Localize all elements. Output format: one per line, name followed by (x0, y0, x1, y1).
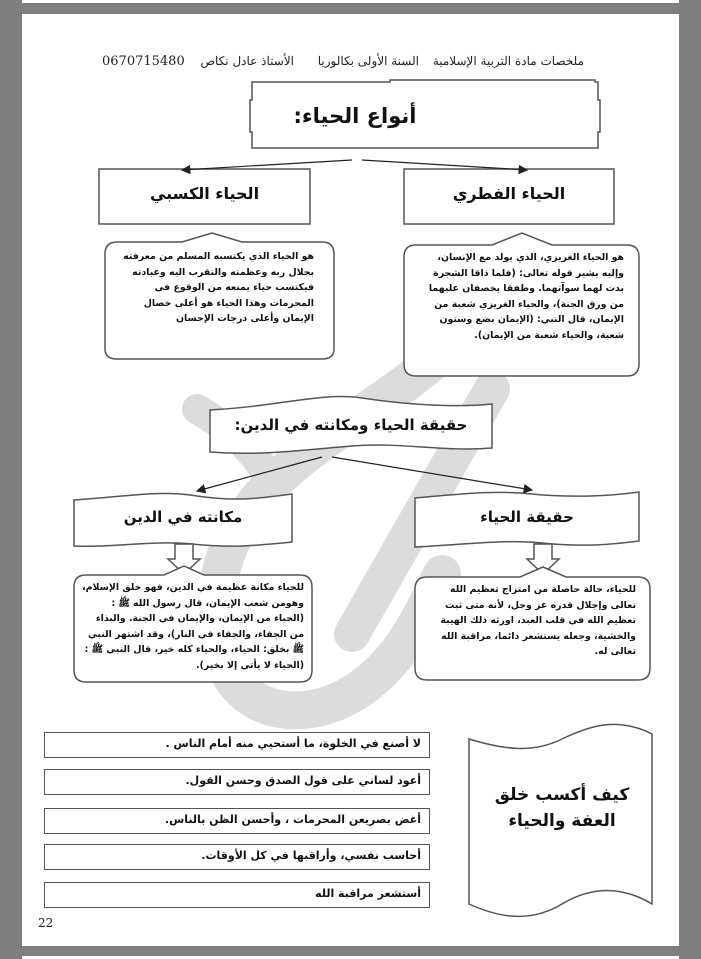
acquired-modesty-heading: الحياء الكسبي (149, 184, 260, 203)
acquired-modesty-text: هو الحياء الذي يكتسبه المسلم من معرفته بجلال ربه وعظمته والتقرب اليه وعبادته فيكتسب حياء يمنعه من الوقوع في المحرمات وهذا الحياء هو أعلى خصال الإيمان وأعلى درجات الإحسان (123, 251, 314, 324)
how-to-acquire-banner: كيف أكسب خلق العفة والحياء (494, 785, 630, 831)
section1-title: أنواع الحياء: (293, 104, 417, 128)
header-level: السنة الأولى بكالوريا (317, 54, 419, 68)
list-item: أستشعر مراقبة الله (44, 882, 430, 908)
reality-of-modesty-text: للحياء، حالة حاصلة من امتزاج تعظيم الله تعالى وإجلال قدره عز وجل، لأنه متى ثبت تعظيم الله في قلب العبد، اورثه ذلك الهيبة والخشية، وجعله يستشعر دائما، مراقبة الله تعالى له. (440, 584, 636, 657)
header-teacher: الأستاذ عادل نكاص (200, 54, 294, 68)
list-item: أحاسب نفسي، وأراقبها في كل الأوقات. (44, 844, 430, 870)
innate-modesty-heading: الحياء الفطري (452, 184, 566, 203)
status-in-religion-heading: مكانته في الدين (123, 508, 243, 526)
reality-of-modesty-heading: حقيقة الحياء (480, 508, 574, 526)
list-item: أعود لساني على قول الصدق وحسن القول. (44, 769, 430, 795)
document-page (22, 14, 679, 946)
header-subject: ملخصات مادة التربية الإسلامية (432, 54, 584, 68)
page-number: 22 (38, 916, 54, 930)
list-item: لا أصنع في الخلوة، ما أستحيي منه أمام الناس . (44, 732, 430, 758)
innate-modesty-text: هو الحياء الغريزي، الذي يولد مع الإنسان، وإليه يشير قوله تعالى: (فلما ذاقا الشجرة بدت لهما سوآتهما. وطفقا يخصفان عليهما من ورق الجنة)، والحياء الغريزي شعبة من الإيمان، قال النبي: (الإيمان بضع وستون شعبة، والحياء شعبة من الإيمان). (428, 252, 624, 341)
list-item: أغض بصريعن المحرمات ، وأحسن الظن بالناس. (44, 808, 430, 834)
status-in-religion-text: للحياء مكانة عظيمة في الدين، فهو خلق الإسلام، وهومن شعب الإيمان، قال رسول الله ﷺ : (الحياء من الإيمان، والإيمان في الجنة. والبذاء من الجفاء، والجفاء في النار)، وقد اشتهر النبي ﷺ بخلق: الحياء، والحياء كله خير، قال النبي ﷺ : (الحياء لا يأتي إلا بخير). (82, 582, 304, 671)
previous-page-edge (22, 0, 679, 3)
section2-title: حقيقة الحياء ومكانته في الدين: (234, 416, 468, 434)
header-phone: 0670715480 (102, 54, 185, 69)
